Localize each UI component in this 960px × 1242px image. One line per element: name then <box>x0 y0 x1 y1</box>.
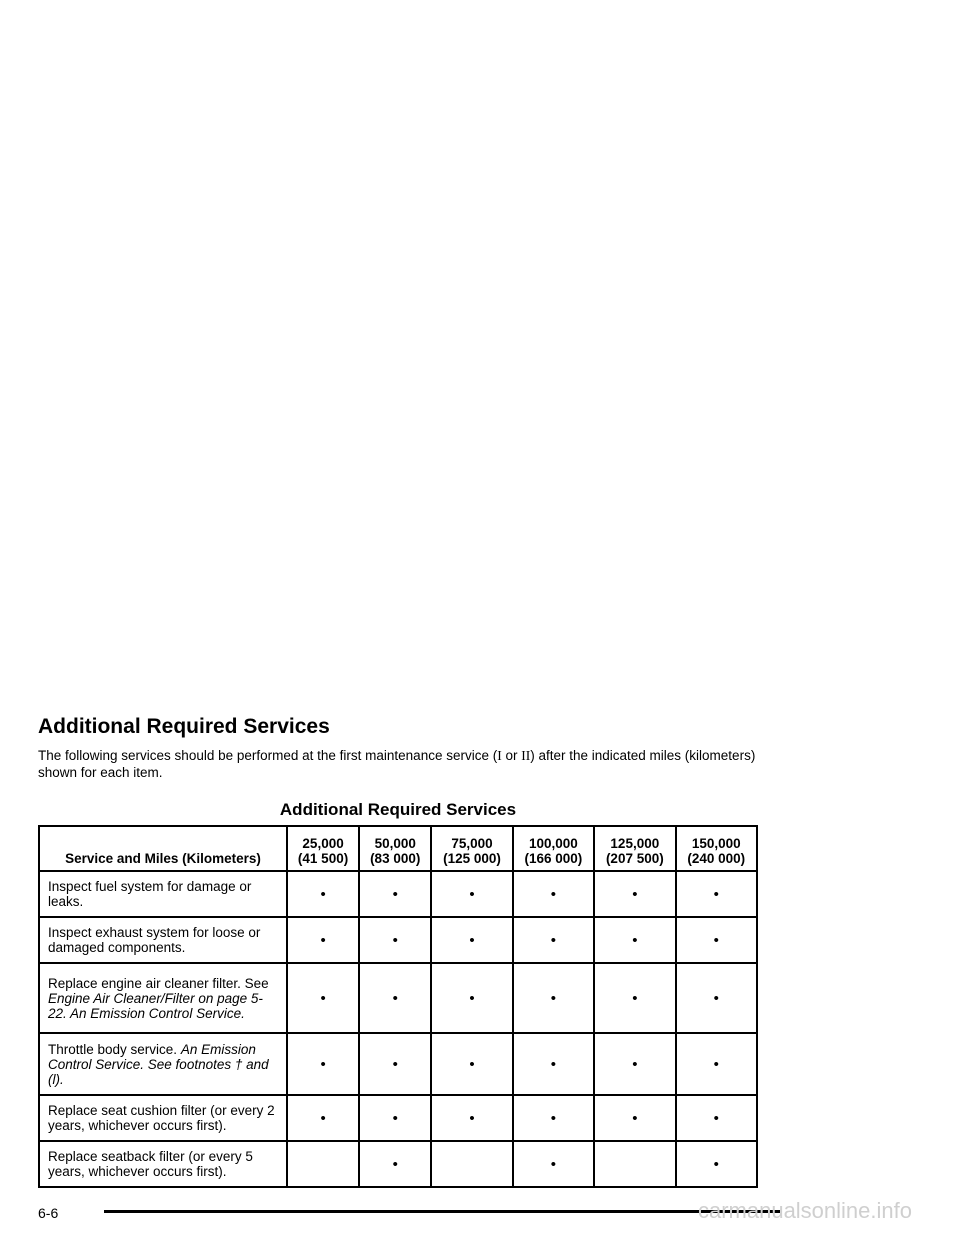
table-header-row <box>39 826 757 871</box>
service-mark-empty <box>594 1141 675 1187</box>
service-text: Inspect fuel system for damage or leaks. <box>48 879 252 909</box>
table-row <box>39 871 757 917</box>
service-text: Replace engine air cleaner filter. See <box>48 975 269 991</box>
service-mark-bullet: • <box>676 871 757 917</box>
header-km: (125 000) <box>443 851 501 866</box>
service-description <box>39 871 287 917</box>
intro-or: or <box>501 748 522 763</box>
service-mark-bullet: • <box>431 1033 512 1095</box>
header-km: (41 500) <box>297 851 349 866</box>
mileage-column-header <box>594 826 675 871</box>
service-mark-bullet: • <box>287 1033 359 1095</box>
service-mark-bullet: • <box>513 917 594 963</box>
service-mark-bullet: • <box>287 963 359 1033</box>
intro-paragraph <box>38 747 758 781</box>
header-km: (207 500) <box>605 851 664 866</box>
service-mark-bullet: • <box>513 963 594 1033</box>
service-description <box>39 1033 287 1095</box>
service-mark-bullet: • <box>431 1095 512 1141</box>
header-miles: 25,000 <box>302 836 344 851</box>
service-mark-bullet: • <box>431 917 512 963</box>
service-text: Throttle body service. <box>48 1041 181 1057</box>
service-mark-bullet: • <box>359 963 431 1033</box>
table-row <box>39 1033 757 1095</box>
service-column-header: Service and Miles (Kilometers) <box>39 826 287 871</box>
table-title: Additional Required Services <box>279 800 517 819</box>
service-mark-bullet: • <box>513 1095 594 1141</box>
header-km: (240 000) <box>687 851 746 866</box>
table-row <box>39 1141 757 1187</box>
watermark: carmanualsonline.info <box>697 1198 912 1223</box>
service-mark-bullet: • <box>359 1141 431 1187</box>
service-text: Inspect exhaust system for loose or damaged components. <box>48 925 261 955</box>
mileage-column-header <box>513 826 594 871</box>
service-mark-bullet: • <box>594 917 675 963</box>
mileage-column-header <box>431 826 512 871</box>
service-mark-bullet: • <box>359 917 431 963</box>
service-mark-bullet: • <box>594 871 675 917</box>
service-mark-bullet: • <box>676 1141 757 1187</box>
service-mark-bullet: • <box>676 1095 757 1141</box>
header-miles: 150,000 <box>691 836 741 851</box>
section-title: Additional Required Services <box>38 715 330 738</box>
header-miles: 75,000 <box>451 836 493 851</box>
service-description <box>39 963 287 1033</box>
header-miles: 125,000 <box>610 836 660 851</box>
service-mark-bullet: • <box>594 1095 675 1141</box>
service-mark-bullet: • <box>359 1095 431 1141</box>
service-mark-empty <box>287 1141 359 1187</box>
mileage-column-header <box>287 826 359 871</box>
service-mark-bullet: • <box>431 963 512 1033</box>
intro-text-end: ) after the indicated miles (kilometers) shown for each item. <box>38 748 756 780</box>
service-i-label: I <box>497 748 502 763</box>
service-description <box>39 1095 287 1141</box>
service-text: Replace seatback filter (or every 5 years, whichever occurs first). <box>48 1149 253 1179</box>
header-km: (166 000) <box>524 851 583 866</box>
table-row <box>39 1095 757 1141</box>
service-mark-bullet: • <box>359 871 431 917</box>
mileage-column-header <box>676 826 757 871</box>
service-mark-bullet: • <box>287 917 359 963</box>
service-description <box>39 917 287 963</box>
service-note: Engine Air Cleaner/Filter on page 5-22. An Emission Control Service. <box>48 990 263 1021</box>
intro-text-start: The following services should be performed at the first maintenance service ( <box>38 748 498 763</box>
mileage-column-header <box>359 826 431 871</box>
table-row <box>39 917 757 963</box>
service-mark-bullet: • <box>513 1141 594 1187</box>
service-mark-empty <box>431 1141 512 1187</box>
service-mark-bullet: • <box>513 871 594 917</box>
service-mark-bullet: • <box>287 871 359 917</box>
service-note: An Emission Control Service. See footnotes † and (l). <box>48 1041 269 1087</box>
service-mark-bullet: • <box>594 1033 675 1095</box>
service-ii-label: II <box>521 748 531 763</box>
header-miles: 50,000 <box>374 836 416 851</box>
service-mark-bullet: • <box>431 871 512 917</box>
service-mark-bullet: • <box>676 963 757 1033</box>
service-mark-bullet: • <box>676 917 757 963</box>
service-description <box>39 1141 287 1187</box>
header-miles: 100,000 <box>529 836 578 851</box>
footer-rule <box>104 1210 780 1213</box>
service-mark-bullet: • <box>676 1033 757 1095</box>
service-mark-bullet: • <box>359 1033 431 1095</box>
service-text: Replace seat cushion filter (or every 2 years, whichever occurs first). <box>48 1103 275 1133</box>
service-mark-bullet: • <box>287 1095 359 1141</box>
header-km: (83 000) <box>370 851 421 866</box>
table-row <box>39 963 757 1033</box>
page-number: 6-6 <box>38 1205 59 1221</box>
service-mark-bullet: • <box>594 963 675 1033</box>
services-table <box>38 825 758 1188</box>
service-mark-bullet: • <box>513 1033 594 1095</box>
